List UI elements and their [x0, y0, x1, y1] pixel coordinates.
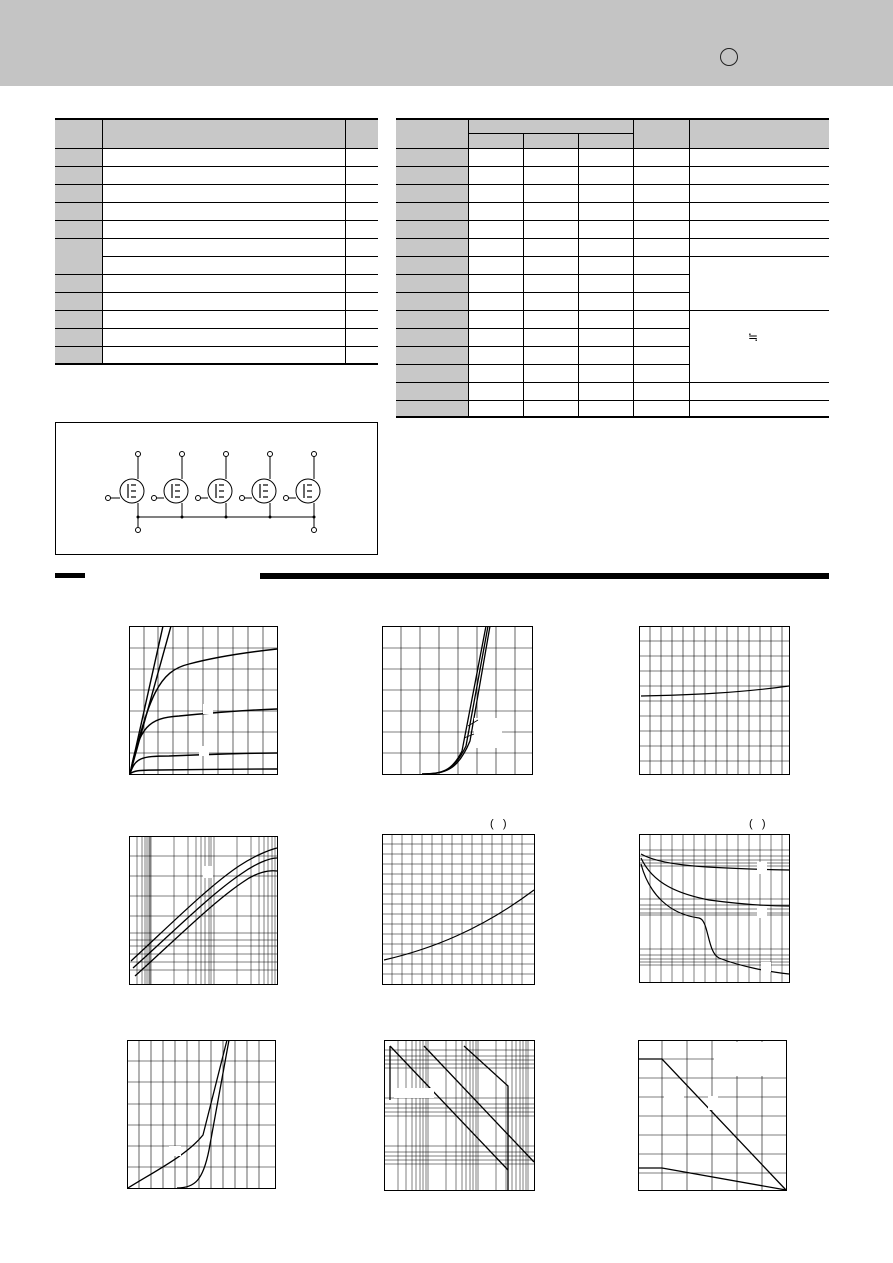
plot-frame [128, 1041, 276, 1189]
chart-diode-forward [127, 1040, 277, 1190]
plot-frame [383, 835, 535, 985]
plot-frame [383, 627, 533, 775]
header-band [0, 0, 893, 86]
equivalent-circuit-frame [55, 422, 378, 555]
absolute-ratings-table [55, 118, 378, 366]
series-line [384, 890, 534, 960]
table-row [396, 166, 829, 167]
table-row [55, 184, 378, 185]
plot-frame [640, 627, 790, 775]
table-row [396, 346, 689, 347]
terminal [312, 528, 317, 533]
table-row [55, 202, 378, 203]
gate-terminal [196, 496, 201, 501]
electrical-characteristics-table [396, 118, 829, 420]
table-row [55, 220, 378, 221]
table-row [396, 328, 689, 329]
series-line [641, 864, 789, 974]
series-line [641, 686, 789, 696]
chart-6-svg [639, 834, 791, 984]
table-row [396, 184, 829, 185]
section-divider-long [260, 573, 829, 579]
table-row [55, 328, 378, 329]
table-top-rule [55, 118, 378, 120]
chart-transfer-characteristics [382, 626, 534, 776]
table-row [396, 364, 689, 365]
grid [382, 626, 533, 775]
table-row [396, 148, 829, 149]
column-divider [689, 118, 690, 416]
chart-paren-label: ( ) [749, 818, 766, 830]
table-row [55, 310, 378, 311]
table-row [396, 238, 829, 239]
circle-mark-icon [720, 48, 738, 66]
plot-frame [130, 837, 278, 985]
terminal [180, 452, 185, 457]
table-row [396, 220, 829, 221]
terminal [224, 452, 229, 457]
table-row [396, 202, 829, 203]
grid [382, 834, 535, 985]
series-line [130, 709, 277, 774]
table-bottom-rule [55, 363, 378, 365]
section-divider-short [55, 573, 85, 578]
gate-terminal [152, 496, 157, 501]
terminal [136, 528, 141, 533]
table-subheader-rule [468, 133, 633, 134]
chart-2-svg [382, 626, 534, 776]
table-symbol-column-shade [396, 148, 468, 416]
gate-terminal [284, 496, 289, 501]
chart-9-svg [638, 1040, 788, 1192]
table-row [396, 382, 829, 383]
table-row [396, 310, 829, 311]
grid [639, 626, 790, 775]
grid [127, 1040, 276, 1189]
column-divider [345, 118, 346, 363]
terminal [268, 452, 273, 457]
table-row [55, 148, 378, 149]
series-line [128, 1040, 227, 1188]
terminal [136, 452, 141, 457]
table-row [55, 166, 378, 167]
grid [639, 834, 790, 983]
chart-5-svg [382, 834, 536, 986]
grid [129, 836, 278, 985]
column-divider [633, 118, 634, 416]
chart-8-svg [384, 1040, 536, 1192]
chart-safe-operating-area [384, 1040, 536, 1192]
chart-output-characteristics [129, 626, 279, 776]
equivalent-circuit-diagram [56, 423, 377, 554]
approx-equal-symbol: ≒ [748, 330, 759, 344]
table-header-shade [55, 118, 378, 148]
table-row [55, 274, 378, 275]
chart-1-svg [129, 626, 279, 776]
table-bottom-rule [396, 416, 829, 418]
table-row [396, 292, 689, 293]
terminal [312, 452, 317, 457]
table-row [55, 346, 378, 347]
series-line [130, 753, 277, 774]
chart-3-svg [639, 626, 791, 776]
chart-power-derating [638, 1040, 788, 1192]
series-line [130, 769, 277, 774]
series-line [135, 871, 277, 976]
gate-terminal [106, 496, 111, 501]
column-divider [102, 118, 103, 363]
chart-paren-label: ( ) [490, 818, 507, 830]
table-row [55, 238, 378, 239]
table-row [396, 274, 689, 275]
table-symbol-column-shade [55, 148, 102, 363]
table-row [396, 256, 829, 257]
column-divider [468, 118, 469, 416]
chart-threshold-vs-temp [639, 626, 791, 776]
table-top-rule [396, 118, 829, 120]
chart-4-svg [129, 836, 279, 986]
chart-7-svg [127, 1040, 277, 1190]
chart-log-transconductance [129, 836, 279, 986]
table-row [396, 400, 829, 401]
table-row [102, 256, 378, 257]
table-row [55, 292, 378, 293]
gate-terminal [240, 496, 245, 501]
